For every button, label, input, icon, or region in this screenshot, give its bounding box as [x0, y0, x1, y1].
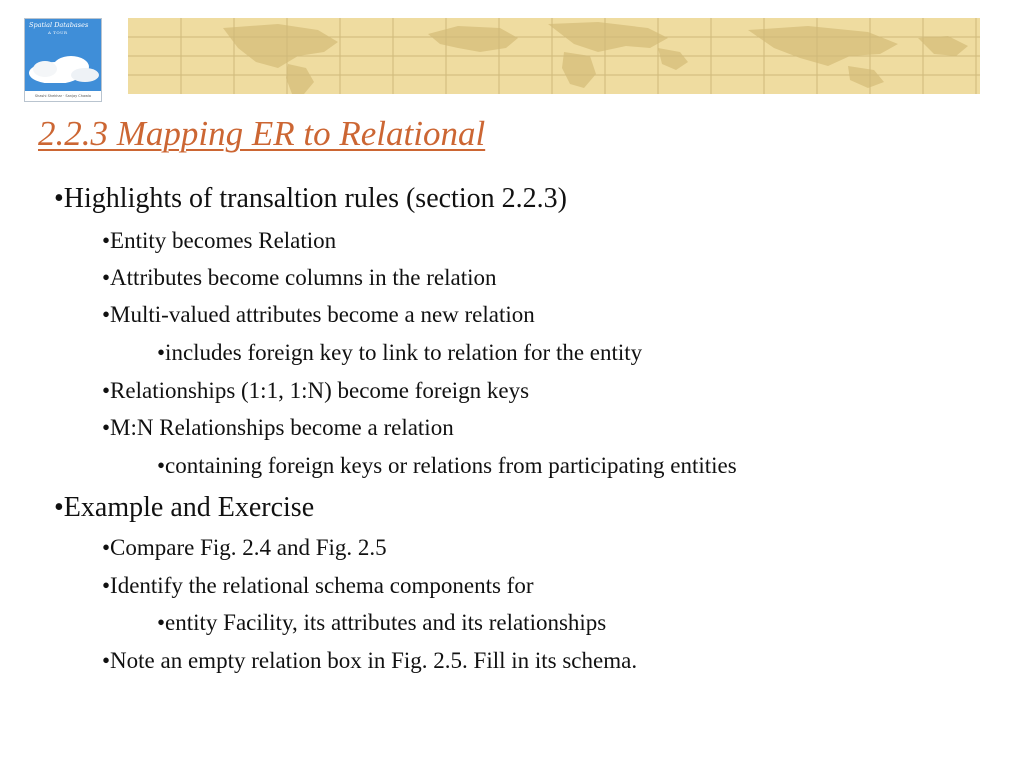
bullet-example-exercise: •Example and Exercise	[54, 492, 315, 523]
bullet-entity-relation: •Entity becomes Relation	[102, 228, 337, 253]
cover-authors: Shashi Shekhar · Sanjay Chawla	[25, 91, 101, 101]
header-banner	[128, 18, 980, 94]
world-map-graphic	[128, 18, 980, 94]
bullet-entity-facility: •entity Facility, its attributes and its relationships	[157, 610, 607, 635]
bullet-attributes-columns: •Attributes become columns in the relation	[102, 265, 497, 290]
bullet-highlights: •Highlights of transaltion rules (section 2.2.3)	[54, 183, 567, 214]
book-cover-image	[24, 18, 102, 102]
bullet-containing-fks: •containing foreign keys or relations from participating entities	[157, 453, 737, 478]
bullet-empty-relation-box: •Note an empty relation box in Fig. 2.5. Fill in its schema.	[102, 648, 638, 673]
cover-subtitle: A TOUR	[48, 30, 68, 35]
bullet-foreign-key-link: •includes foreign key to link to relation for the entity	[157, 340, 643, 365]
bullet-multivalued: •Multi-valued attributes become a new relation	[102, 302, 535, 327]
cloud-illustration	[25, 47, 102, 93]
slide-title: 2.2.3 Mapping ER to Relational	[38, 114, 486, 153]
bullet-relationships-fk: •Relationships (1:1, 1:N) become foreign keys	[102, 378, 530, 403]
cover-title: Spatial Databases	[29, 21, 89, 29]
bullet-mn-relationships: •M:N Relationships become a relation	[102, 415, 454, 440]
bullet-compare-figs: •Compare Fig. 2.4 and Fig. 2.5	[102, 535, 387, 560]
bullet-identify-schema: •Identify the relational schema components for	[102, 573, 534, 598]
